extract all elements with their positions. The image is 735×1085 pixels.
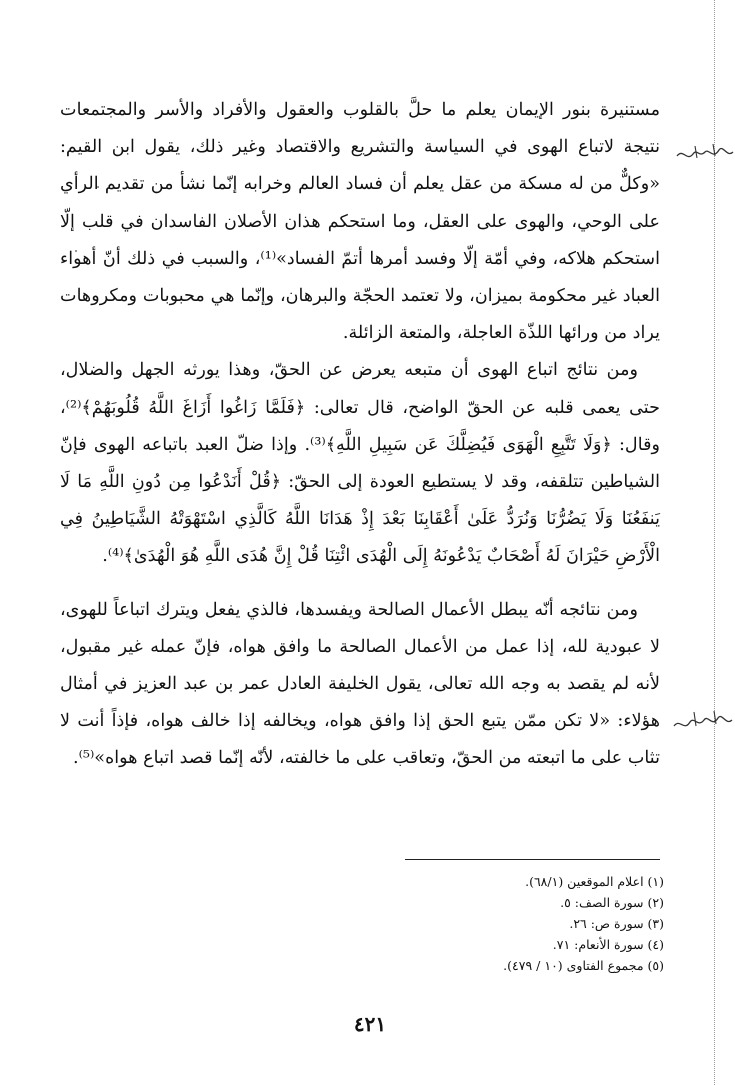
handwritten-rahimahullah-icon	[672, 706, 732, 736]
page-number: ٤٢١	[353, 1012, 387, 1036]
footnote: (٢) سورة الصف: ٥.	[560, 895, 664, 910]
footnote: (١) اعلام الموقعين (٦٨/١).	[525, 874, 664, 889]
footnote: (٣) سورة ص: ٢٦.	[569, 916, 664, 931]
footnote: (٥) مجموع الفتاوى (١٠ / ٤٧٩).	[503, 958, 664, 973]
footnote: (٤) سورة الأنعام: ٧١.	[552, 937, 664, 952]
handwritten-margin-note	[675, 138, 735, 168]
paragraph: مستنيرة بنور الإيمان يعلم ما حلَّ بالقلوب والعقول والأفراد والأسر والمجتمعات نتيجة لاتباع الهوى في السياسة والتشريع والاقتصاد وغير ذلك، يقول ابن القيم: «وكلٌّ من له مسكة من عقل يعلم أن فساد العالم وخرابه إنّما نشأ من تقديم الرأي على الوحي، والهوى على العقل، وما استحكم هذان الأصلان الفاسدان في قلب إلّا استحكم هلاكه، وفي أمّة إلّا وفسد أمرها أتمّ الفساد»⁽¹⁾، والسبب في ذلك أنّ أهواء العباد غير محكومة بميزان، ولا تعتمد الحجّة والبرهان، وإنّما هي محبوبات ومكروهات يراد من ورائها اللذّة العاجلة، والمتعة الزائلة.	[60, 100, 661, 344]
footnote-separator	[405, 859, 660, 860]
paragraph: ومن نتائج اتباع الهوى أن متبعه يعرض عن الحقّ، وهذا يورثه الجهل والضلال، حتى يعمى قلبه عن الحقّ الواضح، قال تعالى: ﴿فَلَمَّا زَاغُوا أَزَاغَ اللَّهُ قُلُوبَهُمْ﴾⁽²⁾، وقال: ﴿وَلَا تَتَّبِعِ الْهَوَى فَيُضِلَّكَ عَن سَبِيلِ اللَّهِ﴾⁽³⁾. وإذا ضلّ العبد باتباعه الهوى فإنّ الشياطين تتلقفه، وقد لا يستطيع العودة إلى الحقّ: ﴿قُلْ أَنَدْعُوا مِن دُونِ اللَّهِ مَا لَا يَنفَعُنَا وَلَا يَضُرُّنَا وَنُرَدُّ عَلَىٰ أَعْقَابِنَا بَعْدَ إِذْ هَدَانَا اللَّهُ كَالَّذِي اسْتَهْوَتْهُ الشَّيَاطِينُ فِي الْأَرْضِ حَيْرَانَ لَهُ أَصْحَابٌ يَدْعُونَهُ إِلَى الْهُدَى ائْتِنَا قُلْ إِنَّ هُدَى اللَّهِ هُوَ الْهُدَىٰ﴾⁽⁴⁾.	[60, 360, 660, 567]
footnotes	[380, 871, 664, 976]
handwritten-rahimahullah-icon	[675, 138, 735, 168]
paragraph: ومن نتائجه أنّه يبطل الأعمال الصالحة ويفسدها، فالذي يفعل ويترك اتباعاً للهوى، لا عبودية لله، إذا عمل من الأعمال الصالحة ما وافق هواه، فإنّ عمله غير مقبول، لأنه لم يقصد به وجه الله تعالى، يقول الخليفة العادل عمر بن عبد العزيز في أمثال هؤلاء: «لا تكن ممّن يتبع الحق إذا وافق هواه، ويخالفه إذا خالف هواه، فإذاً أنت لا تثاب على ما اتبعته من الحقّ، وتعاقب على ما خالفته، لأنّه إنّما قصد اتباع هواه»⁽⁵⁾.	[60, 599, 660, 769]
handwritten-margin-note	[672, 706, 732, 736]
main-text	[60, 92, 660, 778]
